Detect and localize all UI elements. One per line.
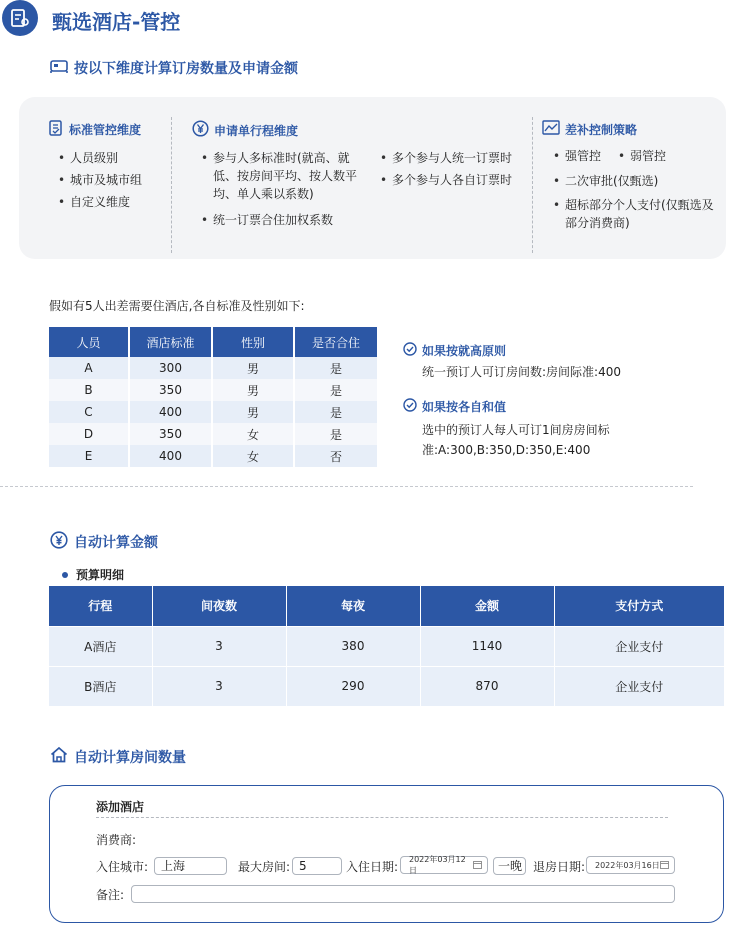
- form-title: 添加酒店: [96, 800, 145, 814]
- table-cell: 3: [152, 626, 286, 666]
- table-row: [49, 626, 724, 666]
- city-label: 入住城市:: [96, 860, 149, 874]
- column-header: 是否合住: [294, 327, 377, 357]
- trip-dimension-head: [192, 120, 298, 140]
- table-cell: E: [49, 445, 129, 467]
- rule-each-text: 选中的预订人每人可订1间房房间标准:A:300,B:350,D:350,E:400: [422, 423, 610, 457]
- table-cell: 企业支付: [554, 666, 724, 706]
- table-cell: 否: [294, 445, 377, 467]
- rule-max-head: [403, 342, 506, 359]
- table-cell: 是: [294, 401, 377, 423]
- column-header: 间夜数: [152, 586, 286, 626]
- policy-head: [542, 120, 637, 138]
- table-cell: 350: [129, 423, 212, 445]
- standard-dimension-list: [56, 149, 166, 211]
- table-cell: B: [49, 379, 129, 401]
- policy-strong: [551, 147, 611, 165]
- table-cell: 870: [420, 666, 554, 706]
- section-title-text: 按以下维度计算订房数量及申请金额: [74, 61, 298, 77]
- staff-standard-table: [49, 327, 377, 467]
- home-icon: [50, 746, 68, 767]
- table-row: [49, 423, 377, 445]
- policy-weak: [616, 147, 686, 165]
- max-rooms-input[interactable]: 5: [292, 857, 342, 875]
- list-item: • 参与人多标准时(就高、就低、按房间平均、按人数平均、单人乘以系数): [199, 149, 371, 203]
- remark-input[interactable]: [131, 885, 675, 903]
- standard-dimension-title: 标准管控维度: [69, 123, 142, 137]
- trip-dimension-left-list: [199, 149, 371, 229]
- rule-each-title: 如果按各自和值: [422, 400, 507, 414]
- table-cell: 企业支付: [554, 626, 724, 666]
- table-cell: 380: [286, 626, 420, 666]
- budget-subtitle: [62, 566, 124, 583]
- list-item: • 多个参与人各自订票时: [378, 171, 528, 189]
- list-item: • 人员级别: [56, 149, 166, 167]
- trip-dimension-title: 申请单行程维度: [214, 123, 299, 138]
- table-cell: 是: [294, 379, 377, 401]
- calendar-icon: [473, 860, 482, 871]
- rule-max-text: 统一预订人可订房间数:房间际准:400: [422, 365, 621, 379]
- budget-subtitle-text: 预算明细: [76, 568, 125, 582]
- checkin-date-input[interactable]: [400, 856, 488, 874]
- table-cell: 男: [212, 357, 294, 379]
- checkout-label: 退房日期:: [533, 860, 586, 874]
- table-cell: A: [49, 357, 129, 379]
- table-cell: 是: [294, 423, 377, 445]
- example-intro: 假如有5人出差需要住酒店,各自标准及性别如下:: [49, 299, 305, 313]
- column-header: 酒店标准: [129, 327, 212, 357]
- column-divider: [171, 117, 172, 253]
- app-logo-icon: [2, 0, 38, 36]
- trip-dimension-right-list: [378, 149, 528, 189]
- nights-select[interactable]: 一晚: [493, 857, 526, 875]
- budget-table: [49, 586, 724, 706]
- checklist-icon: [48, 120, 64, 139]
- column-header: 行程: [49, 586, 152, 626]
- table-row: [49, 445, 377, 467]
- list-item: • 自定义维度: [56, 193, 166, 211]
- table-cell: D: [49, 423, 129, 445]
- bed-icon: [50, 58, 68, 78]
- table-cell: 350: [129, 379, 212, 401]
- table-cell: 1140: [420, 626, 554, 666]
- table-cell: 男: [212, 379, 294, 401]
- table-row: [49, 401, 377, 423]
- checkin-date-value: 2022年03月12日: [409, 855, 466, 875]
- yuan-icon: [50, 531, 68, 553]
- table-cell: B酒店: [49, 666, 152, 706]
- yuan-icon: [192, 120, 209, 140]
- table-cell: 400: [129, 445, 212, 467]
- list-item: • 弱管控: [616, 147, 686, 165]
- table-header-row: [49, 327, 377, 357]
- form-title-divider: [96, 817, 668, 818]
- section-divider: [0, 486, 693, 487]
- remark-label: 备注:: [96, 888, 125, 902]
- column-header: 金额: [420, 586, 554, 626]
- max-rooms-label: 最大房间:: [238, 860, 291, 874]
- table-cell: C: [49, 401, 129, 423]
- table-row: [49, 379, 377, 401]
- table-cell: 3: [152, 666, 286, 706]
- list-item: • 二次审批(仅甄选): [551, 172, 723, 190]
- rule-max-title: 如果按就高原则: [422, 344, 507, 358]
- policy-title: 差补控制策略: [565, 122, 638, 137]
- column-divider: [532, 117, 533, 253]
- table-cell: 290: [286, 666, 420, 706]
- standard-dimension-head: [48, 120, 141, 139]
- table-cell: 男: [212, 401, 294, 423]
- line-chart-icon: [542, 120, 560, 138]
- table-cell: 女: [212, 423, 294, 445]
- list-item: • 强管控: [551, 147, 611, 165]
- column-header: 每夜: [286, 586, 420, 626]
- table-row: [49, 666, 724, 706]
- column-header: 支付方式: [554, 586, 724, 626]
- column-header: 人员: [49, 327, 129, 357]
- list-item: • 城市及城市组: [56, 171, 166, 189]
- checkin-label: 入住日期:: [346, 860, 399, 874]
- list-item: • 统一订票合住加权系数: [199, 211, 371, 229]
- table-cell: 是: [294, 357, 377, 379]
- policy-list: [551, 172, 723, 232]
- table-cell: 300: [129, 357, 212, 379]
- consumer-label: 消费商:: [96, 833, 137, 847]
- page-title: 甄选酒店-管控: [52, 10, 181, 34]
- section-title-text: 自动计算房间数量: [74, 749, 186, 766]
- bullet-dot-icon: [62, 572, 68, 578]
- table-row: [49, 357, 377, 379]
- list-item: • 超标部分个人支付(仅甄选及部分消费商): [551, 196, 723, 232]
- table-cell: 女: [212, 445, 294, 467]
- amount-section-title: [50, 531, 158, 553]
- checkout-date-value: 2022年03月16日: [595, 860, 660, 870]
- city-input[interactable]: 上海: [154, 857, 227, 875]
- calendar-icon: [660, 860, 669, 871]
- rooms-section-title: [50, 746, 186, 767]
- column-header: 性别: [212, 327, 294, 357]
- table-cell: A酒店: [49, 626, 152, 666]
- rule-each-head: [403, 398, 506, 415]
- check-circle-icon: [403, 398, 417, 415]
- section-title-text: 自动计算金额: [74, 535, 158, 551]
- dimensions-section-title: [50, 58, 298, 78]
- check-circle-icon: [403, 342, 417, 359]
- table-header-row: [49, 586, 724, 626]
- list-item: • 多个参与人统一订票时: [378, 149, 528, 167]
- checkout-date-input[interactable]: [586, 856, 675, 874]
- table-cell: 400: [129, 401, 212, 423]
